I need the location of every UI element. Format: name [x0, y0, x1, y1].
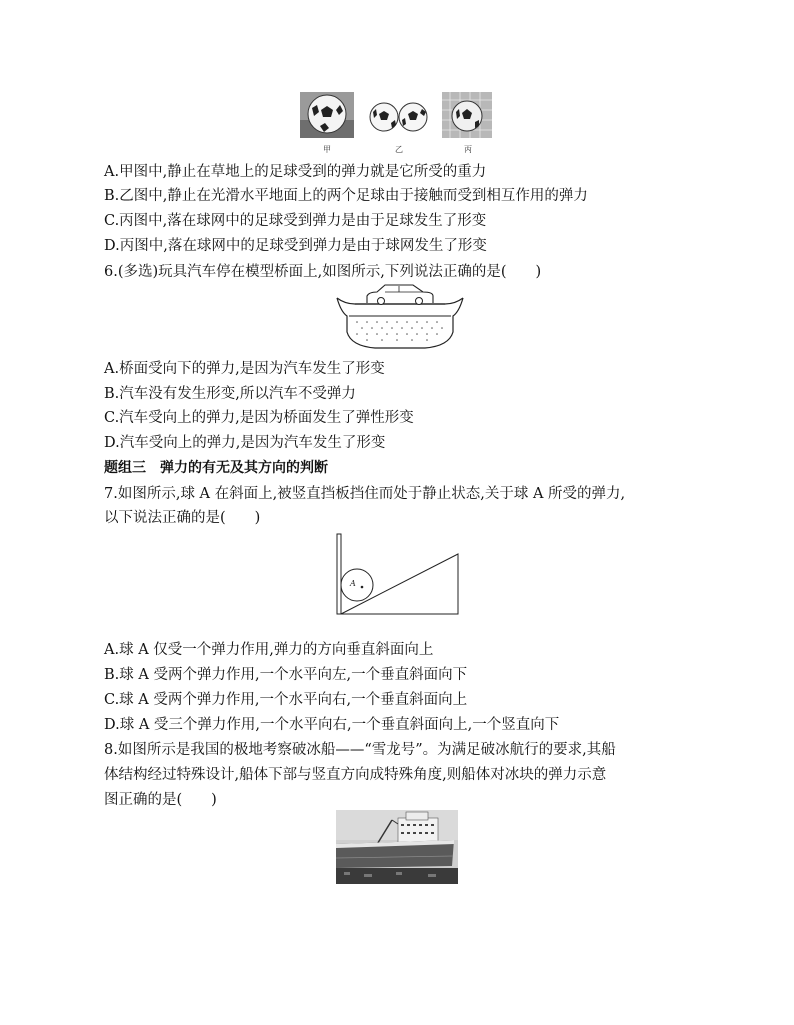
q5-option-d: D.丙图中,落在球网中的足球受到弹力是由于球网发生了形变	[104, 238, 487, 254]
q5-option-c: C.丙图中,落在球网中的足球受到弹力是由于足球发生了形变	[104, 213, 487, 229]
caption-bing: 丙	[464, 145, 472, 154]
q7-option-a: A.球 A 仅受一个弹力作用,弹力的方向垂直斜面向上	[104, 642, 434, 658]
q7-option-d: D.球 A 受三个弹力作用,一个水平向右,一个垂直斜面向上,一个竖直向下	[104, 717, 560, 733]
q7-stem-line-2: 以下说法正确的是( )	[104, 510, 261, 526]
caption-yi: 乙	[395, 145, 403, 154]
q6-option-b: B.汽车没有发生形变,所以汽车不受弹力	[104, 386, 356, 402]
section-3-title: 题组三 弹力的有无及其方向的判断	[104, 460, 328, 476]
toy-car-bridge-figure	[335, 282, 465, 350]
q7-option-c: C.球 A 受两个弹力作用,一个水平向右,一个垂直斜面向上	[104, 692, 468, 708]
q5-option-a: A.甲图中,静止在草地上的足球受到的弹力就是它所受的重力	[104, 164, 487, 180]
q6-option-a: A.桥面受向下的弹力,是因为汽车发生了形变	[104, 361, 385, 377]
q6-option-d: D.汽车受向上的弹力,是因为汽车发生了形变	[104, 435, 386, 451]
icebreaker-photo	[336, 810, 458, 884]
q6-stem: 6.(多选)玩具汽车停在模型桥面上,如图所示,下列说法正确的是( )	[104, 264, 542, 280]
incline-ball-figure	[334, 528, 464, 618]
q8-stem-line-1: 8.如图所示是我国的极地考察破冰船——“雪龙号”。为满足破冰航行的要求,其船	[104, 742, 616, 758]
caption-jia: 甲	[323, 145, 331, 154]
q8-stem-line-3: 图正确的是( )	[104, 792, 217, 808]
q6-option-c: C.汽车受向上的弹力,是因为桥面发生了弹性形变	[104, 410, 414, 426]
soccer-balls-figure	[300, 92, 494, 140]
q7-option-b: B.球 A 受两个弹力作用,一个水平向左,一个垂直斜面向下	[104, 667, 468, 683]
q5-option-b: B.乙图中,静止在光滑水平地面上的两个足球由于接触而受到相互作用的弹力	[104, 188, 588, 204]
q8-stem-line-2: 体结构经过特殊设计,船体下部与竖直方向成特殊角度,则船体对冰块的弹力示意	[104, 767, 607, 783]
ball-a-label: A	[350, 579, 356, 588]
q7-stem-line-1: 7.如图所示,球 A 在斜面上,被竖直挡板挡住而处于静止状态,关于球 A 所受的弹力,	[104, 486, 626, 502]
